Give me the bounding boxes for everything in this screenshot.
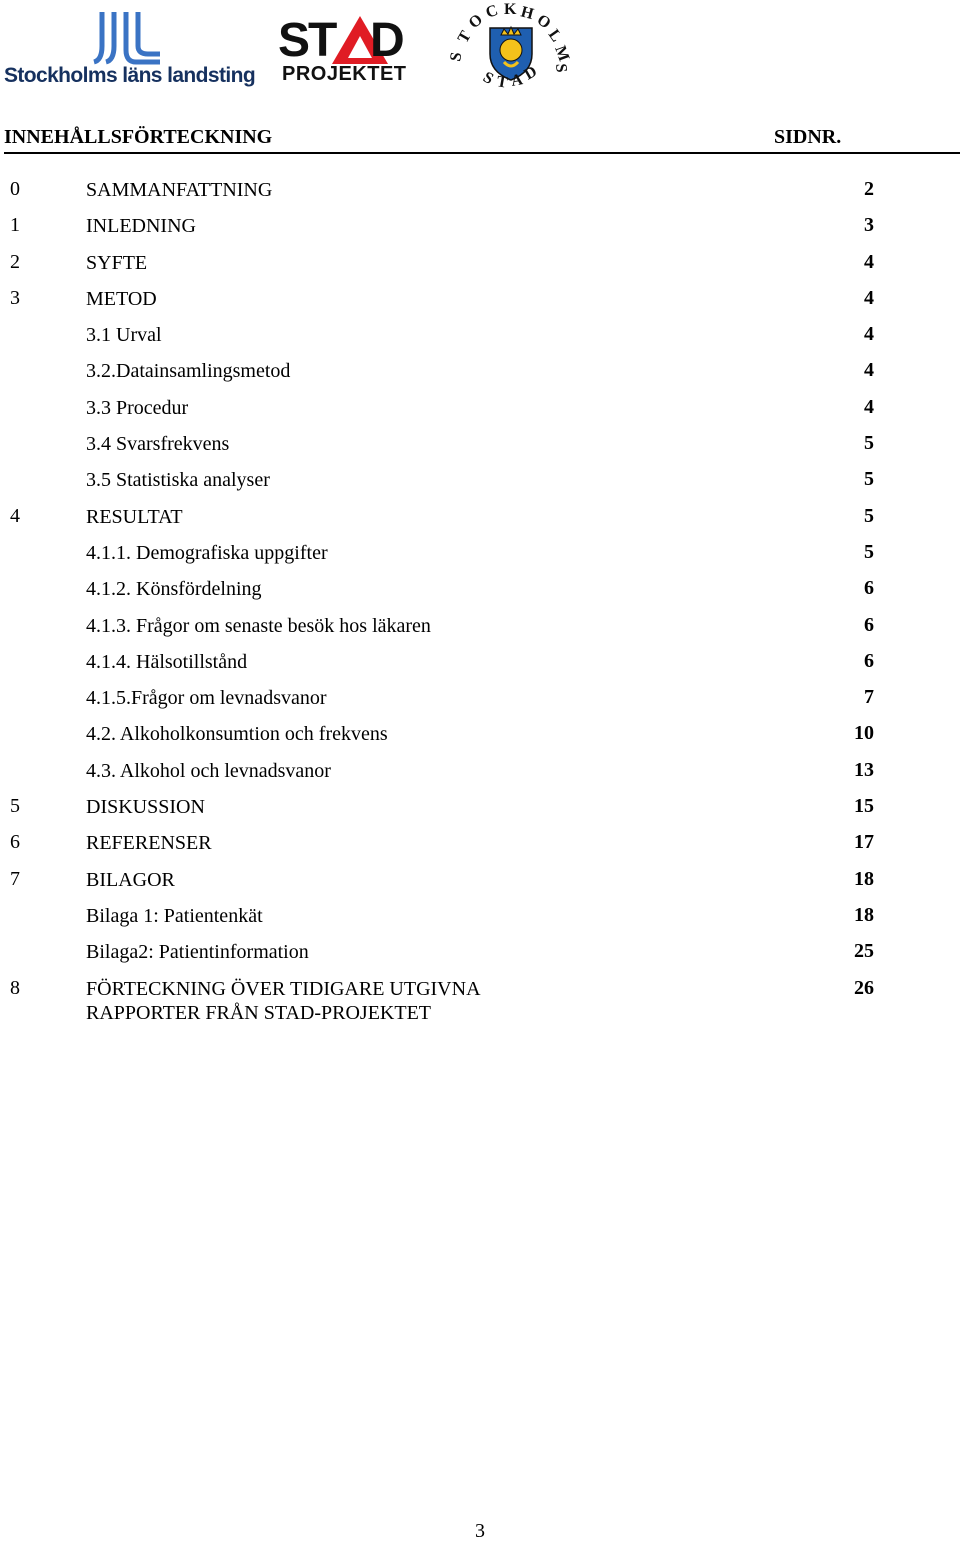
toc-entry-label: 4.2. Alkoholkonsumtion och frekvens: [86, 723, 388, 746]
toc-entry[interactable]: [0, 466, 960, 502]
toc-entry[interactable]: [0, 612, 960, 648]
toc-entry-number: 7: [10, 867, 20, 890]
toc-entry-label: 3.4 Svarsfrekvens: [86, 433, 230, 456]
toc-entry-label: 4.1.3. Frågor om senaste besök hos läkaren: [86, 614, 431, 637]
toc-entry[interactable]: [0, 249, 960, 285]
toc-entry-page: 6: [864, 613, 874, 636]
toc-entry-label: 4.1.1. Demografiska uppgifter: [86, 541, 328, 564]
toc-entry-number: 0: [10, 178, 20, 200]
toc-entry[interactable]: [0, 321, 960, 357]
toc-entry-number: 5: [10, 795, 20, 818]
toc-entry-page: 4: [864, 286, 874, 309]
toc-entry[interactable]: [0, 539, 960, 575]
sll-emblem-icon: [92, 10, 162, 66]
toc-entry-label: BILAGOR: [86, 868, 175, 891]
toc-entry-label: RESULTAT: [86, 505, 183, 528]
toc-entry-label: 3.1 Urval: [86, 324, 162, 347]
toc-entry[interactable]: [0, 975, 960, 1027]
toc-entry[interactable]: [0, 503, 960, 539]
toc-entry[interactable]: [0, 720, 960, 756]
toc-entry-page: 10: [854, 722, 874, 745]
toc-entry-label: Bilaga2: Patientinformation: [86, 941, 309, 964]
toc-page-column-heading: SIDNR.: [774, 126, 842, 148]
toc-entry-page: 6: [864, 577, 874, 600]
logo-stockholms-stad: [447, 1, 573, 92]
toc-entry-page: 25: [854, 940, 874, 963]
toc-entry-label: DISKUSSION: [86, 796, 205, 819]
page-number: 3: [475, 1520, 485, 1542]
toc-entry-label: 4.1.5.Frågor om levnadsvanor: [86, 687, 327, 710]
toc-entry[interactable]: [0, 757, 960, 793]
toc-title: INNEHÅLLSFÖRTECKNING: [4, 126, 273, 148]
toc-entry[interactable]: [0, 902, 960, 938]
toc-entry-page: 3: [864, 214, 874, 237]
toc-entry[interactable]: [0, 430, 960, 466]
svg-text:K: K: [504, 1, 517, 18]
toc-list: [0, 176, 960, 1027]
svg-text:A: A: [509, 71, 525, 90]
toc-entry-number: 3: [10, 286, 20, 309]
toc-entry-page: 4: [864, 395, 874, 418]
toc-entry-page: 4: [864, 359, 874, 382]
toc-entry-number: 4: [10, 504, 20, 527]
svg-text:H: H: [518, 3, 536, 24]
toc-entry-number: 8: [10, 976, 20, 999]
toc-entry-label: SAMMANFATTNING: [86, 179, 273, 201]
toc-entry-page: 5: [864, 504, 874, 527]
toc-entry-page: 2: [864, 178, 874, 200]
logo-stockholms-lans-landsting: [4, 10, 256, 92]
toc-entry-label: 3.2.Datainsamlingsmetod: [86, 360, 291, 383]
toc-entry-label: 4.3. Alkohol och levnadsvanor: [86, 759, 331, 782]
svg-text:O: O: [465, 11, 487, 33]
toc-entry-label: [86, 977, 786, 1025]
toc-entry-page: 4: [864, 250, 874, 273]
toc-entry[interactable]: [0, 793, 960, 829]
svg-text:M: M: [551, 43, 573, 64]
toc-entry-label: INLEDNING: [86, 215, 196, 238]
sll-logo-text: Stockholms läns landsting: [4, 64, 256, 87]
stad-logo-subtitle: PROJEKTET: [282, 63, 407, 85]
toc-entry-page: 15: [854, 795, 874, 818]
toc-entry-page: 5: [864, 432, 874, 455]
stad-letters-icon: [278, 14, 416, 67]
toc-entry-label: 4.1.4. Hälsotillstånd: [86, 650, 248, 673]
toc-entry[interactable]: [0, 575, 960, 611]
toc-entry-label-line1: FÖRTECKNING ÖVER TIDIGARE UTGIVNA: [86, 977, 481, 1000]
toc-entry[interactable]: [0, 938, 960, 974]
toc-entry-page: 17: [854, 831, 874, 854]
toc-entry-page: 5: [864, 468, 874, 491]
toc-entry-page: 5: [864, 540, 874, 563]
toc-entry[interactable]: [0, 212, 960, 248]
toc-entry[interactable]: [0, 648, 960, 684]
svg-text:S: S: [480, 68, 497, 88]
svg-text:L: L: [544, 26, 565, 46]
toc-entry[interactable]: [0, 285, 960, 321]
toc-entry[interactable]: [0, 394, 960, 430]
toc-entry-number: 6: [10, 831, 20, 854]
toc-entry-number: 1: [10, 214, 20, 237]
toc-entry[interactable]: [0, 684, 960, 720]
toc-entry-page: 4: [864, 323, 874, 346]
toc-entry-label: 3.5 Statistiska analyser: [86, 469, 270, 492]
toc-entry-label-line2: RAPPORTER FRÅN STAD-PROJEKTET: [86, 1001, 432, 1024]
svg-text:ST: ST: [278, 14, 336, 67]
toc-header: [4, 126, 960, 154]
toc-entry-page: 26: [854, 976, 874, 999]
toc-entry[interactable]: [0, 176, 960, 212]
svg-text:T: T: [495, 73, 509, 92]
toc-entry[interactable]: [0, 866, 960, 902]
logo-stad-projektet: [278, 14, 416, 86]
toc-entry-label: METOD: [86, 287, 157, 310]
svg-text:C: C: [483, 1, 501, 22]
svg-text:D: D: [370, 14, 405, 67]
svg-text:S: S: [447, 50, 466, 63]
seal-lettering-icon: [447, 1, 573, 92]
toc-entry-page: 13: [854, 758, 874, 781]
toc-entry-number: 2: [10, 250, 20, 273]
toc-entry-page: 18: [854, 903, 874, 926]
toc-entry-page: 7: [864, 686, 874, 709]
toc-entry[interactable]: [0, 829, 960, 865]
toc-entry-label: SYFTE: [86, 251, 148, 274]
svg-text:T: T: [454, 28, 475, 46]
toc-entry-label: 4.1.2. Könsfördelning: [86, 578, 262, 601]
toc-entry-label: REFERENSER: [86, 832, 212, 855]
toc-entry-label: Bilaga 1: Patientenkät: [86, 904, 263, 927]
svg-text:O: O: [533, 11, 554, 33]
svg-text:S: S: [552, 62, 570, 74]
toc-entry-page: 6: [864, 649, 874, 672]
toc-entry-page: 18: [854, 867, 874, 890]
toc-entry[interactable]: [0, 357, 960, 393]
svg-text:D: D: [521, 62, 541, 84]
toc-entry-label: 3.3 Procedur: [86, 396, 189, 419]
